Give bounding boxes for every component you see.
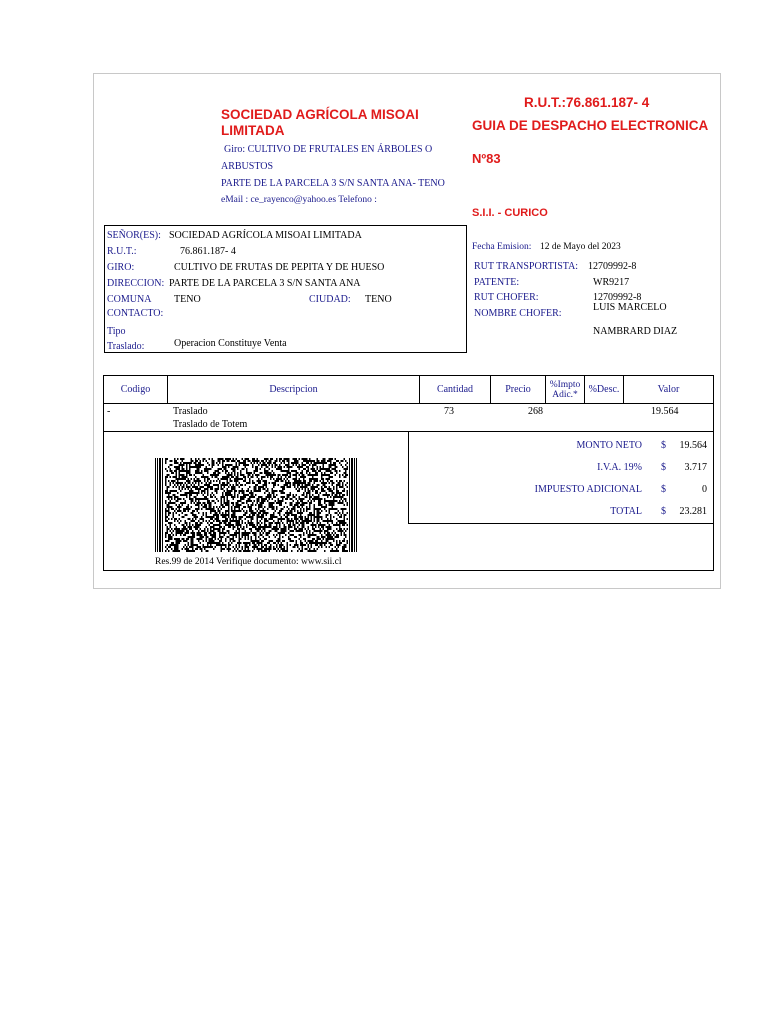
header-divider xyxy=(104,403,713,404)
monto-neto-value: 19.564 xyxy=(679,440,707,451)
impuesto-adicional-label: IMPUESTO ADICIONAL xyxy=(534,484,642,495)
rut-chofer-value: 12709992-8 xyxy=(593,292,642,303)
header-impto-line1: %Impto xyxy=(549,379,581,390)
rut-label: R.U.T.: xyxy=(107,246,137,257)
total-label: TOTAL xyxy=(610,506,642,517)
iva-label: I.V.A. 19% xyxy=(597,462,642,473)
rut-chofer-label: RUT CHOFER: xyxy=(474,292,539,303)
totals-box xyxy=(408,432,713,524)
fecha-value: 12 de Mayo del 2023 xyxy=(540,242,621,252)
tipo-label: Tipo xyxy=(107,326,126,337)
patente-value: WR9217 xyxy=(593,277,630,288)
client-box xyxy=(104,225,467,353)
senor-value: SOCIEDAD AGRÍCOLA MISOAI LIMITADA xyxy=(169,230,362,241)
total-value: 23.281 xyxy=(679,506,707,517)
doc-sii: S.I.I. - CURICO xyxy=(472,207,548,219)
row-descripcion-1: Traslado xyxy=(173,406,208,417)
company-name-line2: LIMITADA xyxy=(221,123,285,138)
currency-symbol: $ xyxy=(661,484,666,495)
row-cantidad: 73 xyxy=(444,406,454,417)
currency-symbol: $ xyxy=(661,440,666,451)
header-precio: Precio xyxy=(505,383,531,395)
row-codigo: - xyxy=(107,406,111,417)
rut-transportista-label: RUT TRANSPORTISTA: xyxy=(474,261,579,272)
nombre-chofer-label: NOMBRE CHOFER: xyxy=(474,308,562,319)
company-giro-line1: Giro: CULTIVO DE FRUTALES EN ÁRBOLES O xyxy=(224,144,433,155)
rut-value: 76.861.187- 4 xyxy=(180,246,236,257)
currency-symbol: $ xyxy=(661,506,666,517)
fecha-label: Fecha Emision: xyxy=(472,242,532,252)
nombre-chofer-value-1: LUIS MARCELO xyxy=(593,302,667,313)
comuna-label: COMUNA xyxy=(107,294,152,305)
company-giro-line2: ARBUSTOS xyxy=(221,161,274,172)
comuna-value: TENO xyxy=(174,294,201,305)
iva-value: 3.717 xyxy=(684,462,707,473)
ciudad-label: CIUDAD: xyxy=(309,294,351,305)
header-valor: Valor xyxy=(657,383,680,395)
row-precio: 268 xyxy=(528,406,543,417)
header-cantidad: Cantidad xyxy=(436,383,474,395)
doc-rut: R.U.T.:76.861.187- 4 xyxy=(524,95,650,110)
nombre-chofer-value-2: NAMBRARD DIAZ xyxy=(593,326,678,337)
timbre-caption: Res.99 de 2014 Verifique documento: www.sii.cl xyxy=(155,557,342,567)
senor-label: SEÑOR(ES): xyxy=(107,230,161,241)
patente-label: PATENTE: xyxy=(474,277,520,288)
row-valor: 19.564 xyxy=(651,406,679,417)
impuesto-adicional-value: 0 xyxy=(702,484,707,495)
tipo-value: Operacion Constituye Venta xyxy=(174,338,287,349)
traslado-label: Traslado: xyxy=(107,341,145,352)
rut-transportista-value: 12709992-8 xyxy=(588,261,637,272)
header-descripcion: Descripcion xyxy=(269,383,318,395)
header-impto-line2: Adic.* xyxy=(552,389,578,400)
currency-symbol: $ xyxy=(661,462,666,473)
row-descripcion-2: Traslado de Totem xyxy=(173,419,248,430)
doc-number: Nº83 xyxy=(472,151,501,166)
ciudad-value: TENO xyxy=(365,294,392,305)
direccion-value: PARTE DE LA PARCELA 3 S/N SANTA ANA xyxy=(169,278,361,289)
company-address: PARTE DE LA PARCELA 3 S/N SANTA ANA- TENO xyxy=(221,178,445,189)
doc-type: GUIA DE DESPACHO ELECTRONICA xyxy=(472,118,709,133)
header-desc: %Desc. xyxy=(588,383,620,395)
header-impto xyxy=(546,376,584,403)
giro-value: CULTIVO DE FRUTAS DE PEPITA Y DE HUESO xyxy=(174,262,385,273)
giro-label: GIRO: xyxy=(107,262,135,273)
company-contact: eMail : ce_rayenco@yahoo.es Telefono : xyxy=(221,195,377,205)
direccion-label: DIRECCION: xyxy=(107,278,165,289)
header-codigo: Codigo xyxy=(120,383,151,395)
company-name-line1: SOCIEDAD AGRÍCOLA MISOAI xyxy=(221,107,419,122)
timbre-barcode-image xyxy=(155,458,357,552)
monto-neto-label: MONTO NETO xyxy=(576,440,642,451)
contacto-label: CONTACTO: xyxy=(107,308,164,319)
